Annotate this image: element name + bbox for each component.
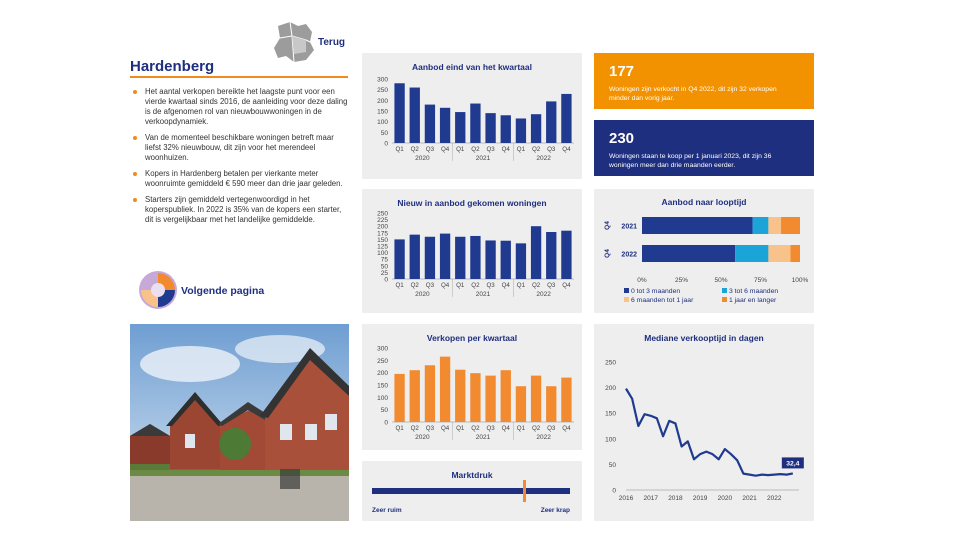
group-label: 2022 bbox=[536, 155, 551, 162]
x-tick-label: Q2 bbox=[471, 282, 480, 289]
y-tick-label: 75 bbox=[380, 256, 388, 264]
y-tick-label: 225 bbox=[377, 217, 388, 225]
x-tick-label: Q4 bbox=[501, 146, 510, 153]
x-tick-label: Q1 bbox=[516, 146, 526, 153]
bar bbox=[440, 234, 450, 279]
bar bbox=[546, 232, 556, 279]
x-tick-label: 2020 bbox=[717, 495, 733, 502]
y-tick-label: 25 bbox=[380, 269, 388, 277]
legend-swatch bbox=[722, 288, 727, 293]
kpi-text: Woningen staan te koop per 1 januari 2023, dit zijn 36 woningen meer dan drie maanden eerder. bbox=[609, 153, 772, 169]
x-tick-label: Q1 bbox=[516, 425, 526, 432]
y-tick-label: 300 bbox=[377, 345, 388, 353]
bar bbox=[440, 357, 450, 422]
y-tick-label: 50 bbox=[380, 407, 388, 415]
bar bbox=[516, 243, 526, 279]
legend-swatch bbox=[624, 288, 629, 293]
x-tick-label: Q1 bbox=[456, 282, 465, 289]
page-title: Hardenberg bbox=[130, 58, 215, 75]
row-prefix: Q4 bbox=[604, 249, 611, 258]
x-tick-label: Q1 bbox=[456, 146, 465, 153]
y-tick-label: 50 bbox=[380, 263, 388, 271]
x-tick-label: Q3 bbox=[425, 146, 435, 153]
x-tick-label: Q3 bbox=[547, 282, 556, 289]
x-tick-label: Q3 bbox=[486, 146, 495, 153]
data-label: 32,4 bbox=[786, 460, 800, 468]
bar bbox=[531, 226, 541, 279]
legend-swatch bbox=[624, 297, 629, 302]
y-tick-label: 150 bbox=[377, 108, 388, 116]
marktdruk-right-label: Zeer krap bbox=[540, 507, 570, 514]
chart-title: Marktdruk bbox=[451, 470, 493, 480]
group-label: 2020 bbox=[415, 291, 430, 298]
legend-label: 3 tot 6 maanden bbox=[729, 288, 779, 295]
bar bbox=[470, 373, 480, 422]
bar-segment bbox=[768, 245, 790, 262]
bar bbox=[394, 83, 404, 143]
bar bbox=[394, 239, 404, 279]
chart-aanbod-panel bbox=[362, 53, 582, 179]
y-tick-label: 200 bbox=[377, 370, 388, 378]
marktdruk-marker bbox=[523, 480, 526, 502]
series-line bbox=[626, 389, 793, 476]
pie-icon bbox=[138, 270, 178, 310]
kpi-number: 177 bbox=[609, 63, 635, 80]
group-label: 2020 bbox=[415, 434, 430, 441]
bar bbox=[546, 101, 556, 143]
bar bbox=[485, 113, 495, 143]
chart-nieuw bbox=[362, 189, 582, 313]
legend-label: 0 tot 3 maanden bbox=[631, 288, 681, 295]
group-label: 2021 bbox=[475, 291, 491, 298]
y-tick-label: 125 bbox=[377, 243, 388, 251]
bullet-item: Kopers in Hardenberg betalen per vierkante meter woonruimte gemiddeld € 590 meer dan drie jaar geleden. bbox=[131, 169, 349, 189]
y-tick-label: 300 bbox=[377, 76, 388, 84]
marktdruk-bar bbox=[372, 488, 570, 494]
bar bbox=[561, 231, 571, 279]
title-underline bbox=[130, 76, 348, 78]
y-tick-label: 150 bbox=[377, 382, 388, 390]
x-tick-label: Q3 bbox=[547, 425, 556, 432]
bar bbox=[470, 236, 480, 279]
group-label: 2021 bbox=[475, 434, 491, 441]
bar bbox=[531, 376, 541, 422]
x-tick-label: Q1 bbox=[395, 146, 404, 153]
chart-title: Aanbod naar looptijd bbox=[661, 197, 747, 207]
chart-looptijd-panel bbox=[594, 189, 814, 313]
x-tick-label: Q4 bbox=[440, 282, 450, 289]
bar-segment bbox=[791, 245, 800, 262]
bar bbox=[501, 241, 511, 279]
y-tick-label: 100 bbox=[377, 119, 388, 127]
x-tick-label: 2021 bbox=[742, 495, 757, 502]
marktdruk-panel bbox=[362, 461, 582, 521]
x-tick-label: Q4 bbox=[562, 146, 571, 153]
chart-verkopen bbox=[362, 324, 582, 450]
y-tick-label: 250 bbox=[377, 87, 388, 95]
x-tick-label: Q4 bbox=[440, 425, 450, 432]
chart-title: Aanbod eind van het kwartaal bbox=[412, 62, 532, 72]
x-tick-label: Q3 bbox=[425, 282, 435, 289]
bar bbox=[425, 237, 435, 279]
chart-title: Mediane verkooptijd in dagen bbox=[644, 333, 764, 343]
x-tick-label: Q1 bbox=[456, 425, 465, 432]
chart-looptijd bbox=[594, 189, 814, 313]
x-tick-label: 2016 bbox=[618, 495, 634, 502]
x-tick-label: Q2 bbox=[471, 146, 480, 153]
y-tick-label: 0 bbox=[384, 140, 388, 148]
x-tick-label: Q1 bbox=[516, 282, 526, 289]
x-tick-label: Q2 bbox=[531, 146, 541, 153]
x-tick-label: Q4 bbox=[501, 425, 510, 432]
row-label: 2022 bbox=[621, 251, 637, 259]
chart-nieuw-panel bbox=[362, 189, 582, 313]
x-tick-label: Q3 bbox=[425, 425, 435, 432]
bar bbox=[485, 376, 495, 422]
region-map-icon[interactable] bbox=[272, 20, 316, 64]
y-tick-label: 100 bbox=[605, 436, 616, 444]
chart-verkooptijd bbox=[594, 324, 814, 521]
x-tick-label: 2019 bbox=[692, 495, 708, 502]
x-tick-label: Q2 bbox=[471, 425, 480, 432]
y-tick-label: 200 bbox=[377, 223, 388, 231]
bar bbox=[516, 118, 526, 143]
kpi-for-sale bbox=[594, 120, 814, 176]
bar-segment bbox=[642, 217, 753, 234]
bar bbox=[561, 94, 571, 143]
bar bbox=[516, 386, 526, 422]
bar bbox=[455, 370, 465, 422]
back-link[interactable]: Terug bbox=[318, 37, 346, 48]
chart-aanbod bbox=[362, 53, 582, 179]
x-tick-label: Q4 bbox=[562, 425, 571, 432]
y-tick-label: 250 bbox=[377, 210, 388, 218]
group-label: 2022 bbox=[536, 434, 551, 441]
chart-verkooptijd-panel bbox=[594, 324, 814, 521]
y-tick-label: 100 bbox=[377, 250, 388, 258]
next-page-button[interactable] bbox=[138, 270, 278, 310]
group-label: 2020 bbox=[415, 155, 430, 162]
bullet-item: Het aantal verkopen bereikte het laagste punt voor een vierde kwartaal sinds 2016, de aanleiding voor deze daling is de afgenomen rol van nieuwbouwwoningen in de verkoopdynamiek. bbox=[131, 87, 349, 127]
bar-segment bbox=[768, 217, 781, 234]
y-tick-label: 200 bbox=[377, 97, 388, 105]
bar bbox=[410, 370, 420, 422]
x-tick-label: 50% bbox=[714, 277, 728, 284]
y-tick-label: 0 bbox=[384, 419, 388, 427]
x-tick-label: Q3 bbox=[547, 146, 556, 153]
bar bbox=[455, 112, 465, 143]
bullet-list bbox=[131, 87, 349, 231]
y-tick-label: 175 bbox=[377, 230, 388, 238]
y-tick-label: 50 bbox=[608, 461, 616, 469]
bar bbox=[410, 235, 420, 279]
x-tick-label: Q2 bbox=[531, 425, 541, 432]
x-tick-label: 0% bbox=[637, 277, 647, 284]
kpi-text: Woningen zijn verkocht in Q4 2022, dit zijn 32 verkopen minder dan vorig jaar. bbox=[609, 86, 777, 102]
marktdruk-left-label: Zeer ruim bbox=[372, 507, 402, 514]
bar bbox=[455, 237, 465, 279]
x-tick-label: Q4 bbox=[440, 146, 450, 153]
x-tick-label: 100% bbox=[791, 277, 809, 284]
bar-segment bbox=[642, 245, 735, 262]
bar-segment bbox=[753, 217, 769, 234]
y-tick-label: 250 bbox=[605, 359, 616, 367]
x-tick-label: 2017 bbox=[643, 495, 658, 502]
x-tick-label: Q4 bbox=[501, 282, 510, 289]
kpi-number: 230 bbox=[609, 130, 635, 147]
bar bbox=[546, 386, 556, 422]
x-tick-label: Q2 bbox=[410, 146, 419, 153]
y-tick-label: 150 bbox=[377, 236, 388, 244]
house-photo bbox=[130, 324, 349, 521]
y-tick-label: 0 bbox=[612, 487, 616, 495]
bar bbox=[485, 240, 495, 279]
x-tick-label: 75% bbox=[753, 277, 768, 284]
next-page-label: Volgende pagina bbox=[181, 285, 265, 297]
x-tick-label: Q3 bbox=[486, 282, 495, 289]
x-tick-label: Q1 bbox=[395, 282, 404, 289]
bar bbox=[501, 115, 511, 143]
chart-title: Nieuw in aanbod gekomen woningen bbox=[397, 198, 547, 208]
bullet-item: Starters zijn gemiddeld vertegenwoordigd in het koperspubliek. In 2022 is 35% van de kopers een starter, dit is vergelijkbaar met het landelijke gemiddelde. bbox=[131, 195, 349, 225]
bar bbox=[425, 365, 435, 422]
row-label: 2021 bbox=[621, 223, 637, 231]
x-tick-label: 2018 bbox=[668, 495, 683, 502]
group-label: 2021 bbox=[475, 155, 491, 162]
x-tick-label: Q2 bbox=[410, 282, 419, 289]
bar bbox=[440, 108, 450, 143]
chart-verkopen-panel bbox=[362, 324, 582, 450]
y-tick-label: 200 bbox=[605, 385, 616, 393]
bar bbox=[394, 374, 404, 422]
x-tick-label: 2022 bbox=[767, 495, 782, 502]
bullet-item: Van de momenteel beschikbare woningen betreft maar liefst 32% nieuwbouw, dit zijn voor het merendeel woonhuizen. bbox=[131, 133, 349, 163]
x-tick-label: Q2 bbox=[531, 282, 541, 289]
bar bbox=[425, 105, 435, 143]
x-tick-label: Q3 bbox=[486, 425, 495, 432]
row-prefix: Q4 bbox=[604, 221, 611, 230]
group-label: 2022 bbox=[536, 291, 551, 298]
y-tick-label: 50 bbox=[380, 129, 388, 137]
x-tick-label: Q4 bbox=[562, 282, 571, 289]
bar bbox=[561, 378, 571, 422]
x-tick-label: Q2 bbox=[410, 425, 419, 432]
chart-title: Verkopen per kwartaal bbox=[426, 333, 518, 343]
x-tick-label: 25% bbox=[674, 277, 689, 284]
kpi-sold bbox=[594, 53, 814, 109]
bar-segment bbox=[781, 217, 800, 234]
legend-label: 6 maanden tot 1 jaar bbox=[631, 297, 694, 304]
bar bbox=[410, 88, 420, 143]
y-tick-label: 250 bbox=[377, 357, 388, 365]
y-tick-label: 150 bbox=[605, 410, 616, 418]
x-tick-label: Q1 bbox=[395, 425, 404, 432]
legend-swatch bbox=[722, 297, 727, 302]
y-tick-label: 100 bbox=[377, 394, 388, 402]
legend-label: 1 jaar en langer bbox=[729, 297, 777, 304]
bar bbox=[470, 104, 480, 143]
bar bbox=[501, 370, 511, 422]
y-tick-label: 0 bbox=[384, 276, 388, 284]
bar-segment bbox=[735, 245, 768, 262]
bar bbox=[531, 114, 541, 143]
